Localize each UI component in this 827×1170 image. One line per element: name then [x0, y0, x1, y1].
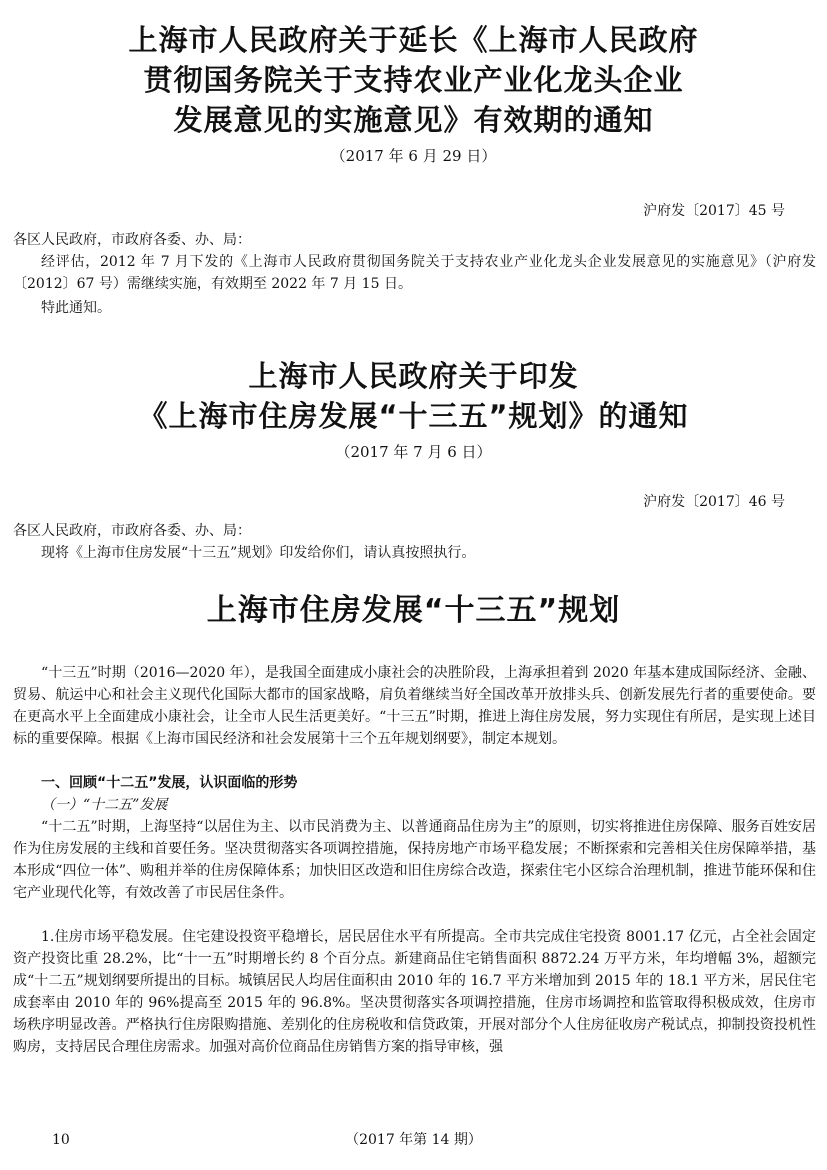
- page-number: 10: [52, 1132, 70, 1148]
- notice2-title-line-1: 上海市人民政府关于印发: [248, 359, 579, 393]
- notice1-title-line-1: 上海市人民政府关于延长《上海市人民政府: [128, 23, 699, 57]
- subsection-1-heading: （一）“十二五”发展: [41, 797, 168, 813]
- notice1-addressee: 各区人民政府，市政府各委、办、局：: [13, 232, 251, 248]
- notice1-body: 经评估，2012 年 7 月下发的《上海市人民政府贯彻国务院关于支持农业产业化龙头企业发展意见的实施意见》（沪府发〔2012〕67 号）需继续实施，有效期至 2022 年 7 月 15 日。: [13, 254, 816, 292]
- notice2-body: 现将《上海市住房发展“十三五”规划》印发给你们，请认真按照执行。: [41, 545, 476, 561]
- notice2-title-line-2: 《上海市住房发展“十三五”规划》的通知: [138, 399, 689, 433]
- notice2-addressee: 各区人民政府，市政府各委、办、局：: [13, 523, 251, 539]
- notice1-doc-number: 沪府发〔2017〕45 号: [643, 203, 785, 219]
- notice1-closing: 特此通知。: [41, 300, 111, 316]
- notice1-date: （2017 年 6 月 29 日）: [330, 147, 497, 165]
- plan-paragraph-2: 1.住房市场平稳发展。住宅建设投资平稳增长，居民居住水平有所提高。全市共完成住宅投资 8001.17 亿元，占全社会固定资产投资比重 28.2%，比“十一五”时期增长约 8 个百分点。新建商品住宅销售面积 8872.24 万平方米，年均增幅 3%，超额完成“十二五”规划纲要所提出的目标。城镇居民人均居住面积由 2010 年的 16.7 平方米增加到 2015 年的 18.1 平方米，居民住宅成套率由 2010 年的 96%提高至 2015 年的 96.8%。坚决贯彻落实各项调控措施，住房市场调控和监管取得积极成效，住房市场秩序明显改善。严格执行住房限购措施、差别化的住房税收和信贷政策，开展对部分个人住房征收房产税试点，抑制投资投机性购房，支持居民合理住房需求。加强对高价位商品住房销售方案的指导审核，强: [13, 929, 816, 1055]
- notice2-doc-number: 沪府发〔2017〕46 号: [643, 494, 785, 510]
- notice1-title-line-3: 发展意见的实施意见》有效期的通知: [173, 103, 654, 137]
- plan-title: 上海市住房发展“十三五”规划: [206, 593, 621, 628]
- notice2-date: （2017 年 7 月 6 日）: [335, 443, 492, 461]
- section-1-heading: 一、回顾“十二五”发展，认识面临的形势: [41, 775, 298, 791]
- issue-label: （2017 年第 14 期）: [345, 1132, 482, 1148]
- notice1-title-line-2: 贯彻国务院关于支持农业产业化龙头企业: [143, 63, 684, 97]
- plan-intro: “十三五”时期（2016—2020 年），是我国全面建成小康社会的决胜阶段，上海承担着到 2020 年基本建成国际经济、金融、贸易、航运中心和社会主义现代化国际大都市的国家战略，肩负着继续当好全国改革开放排头兵、创新发展先行者的重要使命。要在更高水平上全面建成小康社会，让全市人民生活更美好。“十三五”时期，推进上海住房发展，努力实现住有所居，是实现上述目标的重要保障。根据《上海市国民经济和社会发展第十三个五年规划纲要》，制定本规划。: [13, 665, 816, 747]
- plan-paragraph-1: “十二五”时期，上海坚持“以居住为主、以市民消费为主、以普通商品住房为主”的原则，切实将推进住房保障、服务百姓安居作为住房发展的主线和首要任务。坚决贯彻落实各项调控措施，保持房地产市场平稳发展；不断探索和完善相关住房保障举措，基本形成“四位一体”、购租并举的住房保障体系；加快旧区改造和旧住房综合改造，探索住宅小区综合治理机制，推进节能环保和住宅产业现代化等，有效改善了市民居住条件。: [13, 819, 816, 901]
